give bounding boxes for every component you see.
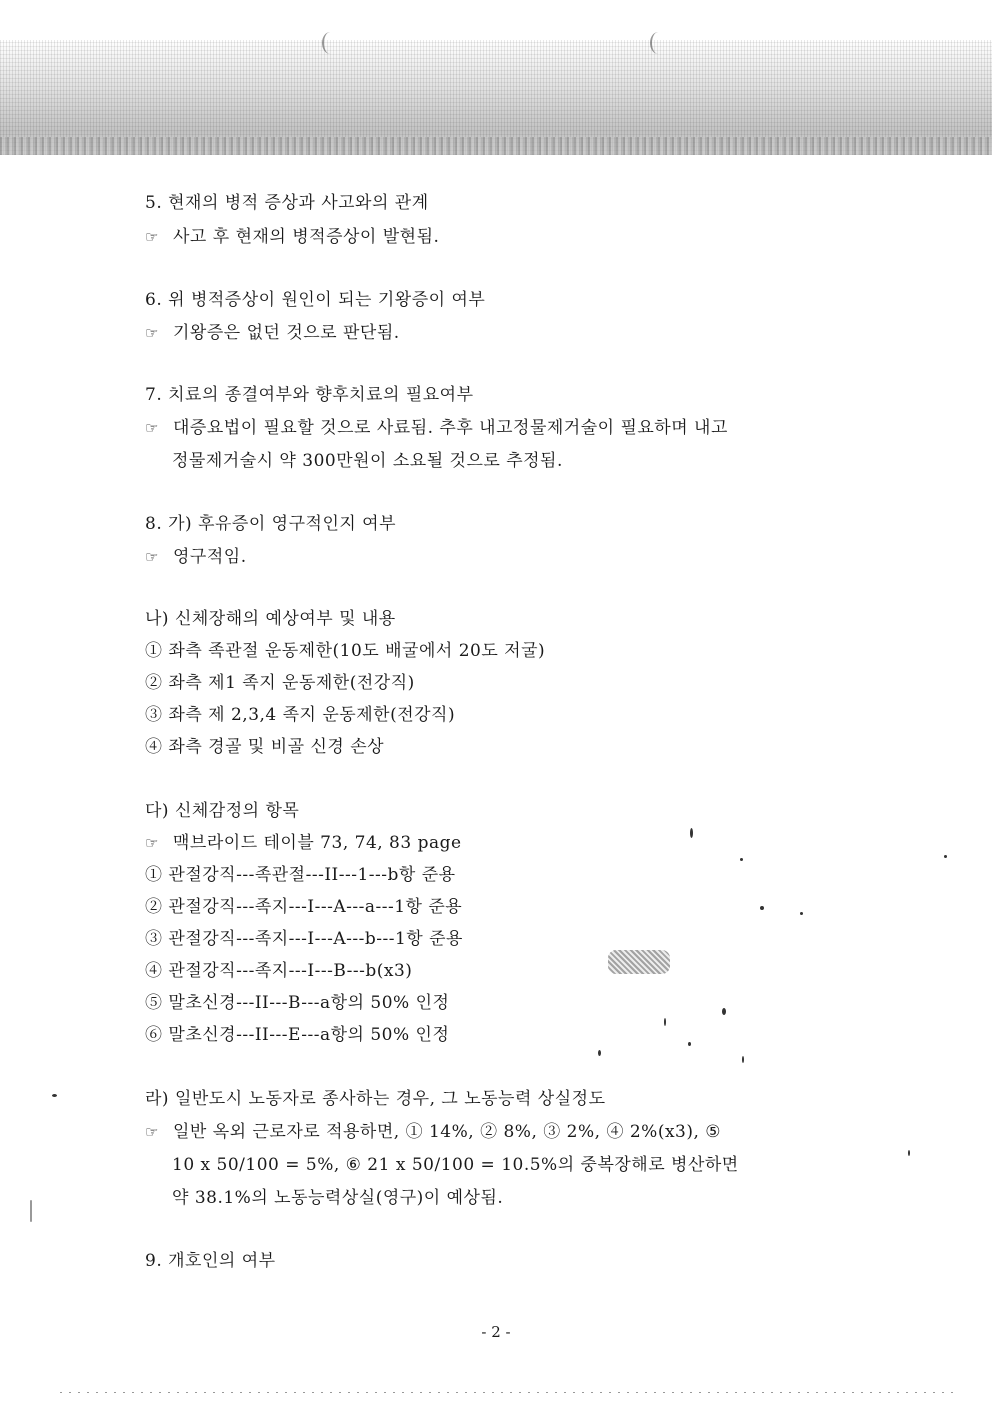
pointing-hand-icon: ☞ (145, 548, 159, 566)
scan-mark (322, 32, 338, 54)
section-8d-answer-cont: 약 38.1%의 노동능력상실(영구)이 예상됨. (172, 1188, 504, 1208)
scan-speck (598, 1050, 601, 1056)
section-8c-reference: ☞ 맥브라이드 테이블 73, 74, 83 page (145, 833, 462, 853)
section-5-heading: 5. 현재의 병적 증상과 사고와의 관계 (145, 193, 429, 213)
section-6-answer: ☞ 기왕증은 없던 것으로 판단됨. (145, 323, 400, 343)
page-number: - 2 - (481, 1323, 511, 1341)
pointing-hand-icon: ☞ (145, 834, 159, 852)
section-5-answer: ☞ 사고 후 현재의 병적증상이 발현됨. (145, 227, 440, 247)
section-8d-answer: ☞ 일반 옥외 근로자로 적용하면, ① 14%, ② 8%, ③ 2%, ④ 2%(x3), ⑤ (145, 1122, 722, 1142)
section-7-answer: ☞ 대증요법이 필요할 것으로 사료됨. 추후 내고정물제거술이 필요하며 내고 (145, 418, 728, 438)
scan-speck (800, 912, 803, 915)
list-item: ⑥ 말초신경---II---E---a항의 50% 인정 (145, 1025, 450, 1045)
list-item: ③ 관절강직---족지---I---A---b---1항 준용 (145, 929, 463, 949)
section-9-heading: 9. 개호인의 여부 (145, 1251, 276, 1271)
scan-speck (722, 1008, 726, 1015)
pointing-hand-icon: ☞ (145, 419, 159, 437)
scan-speck (690, 828, 693, 838)
list-item: ② 관절강직---족지---I---A---a---1항 준용 (145, 897, 463, 917)
scan-speck (742, 1056, 744, 1063)
scan-speck (30, 1200, 32, 1222)
list-item: ② 좌측 제1 족지 운동제한(전강직) (145, 673, 415, 693)
scan-speck (52, 1094, 57, 1097)
section-8c-heading: 다) 신체감정의 항목 (145, 801, 300, 821)
pointing-hand-icon: ☞ (145, 228, 159, 246)
section-8d-answer-cont: 10 x 50/100 = 5%, ⑥ 21 x 50/100 = 10.5%의 중복장해로 병산하면 (172, 1155, 739, 1175)
list-item: ① 관절강직---족관절---II---1---b항 준용 (145, 865, 456, 885)
pointing-hand-icon: ☞ (145, 1123, 159, 1141)
scan-speck (760, 906, 764, 910)
scan-smudge (608, 950, 670, 974)
section-8a-heading: 8. 가) 후유증이 영구적인지 여부 (145, 514, 397, 534)
section-7-answer-cont: 정물제거술시 약 300만원이 소요될 것으로 추정됨. (172, 451, 563, 471)
scan-speck (664, 1018, 666, 1026)
scan-bottom-noise (60, 1392, 960, 1393)
section-8d-heading: 라) 일반도시 노동자로 종사하는 경우, 그 노동능력 상실정도 (145, 1089, 606, 1109)
section-8a-answer: ☞ 영구적임. (145, 547, 247, 567)
scan-speck (740, 858, 743, 861)
list-item: ③ 좌측 제 2,3,4 족지 운동제한(전강직) (145, 705, 456, 725)
scan-mark (650, 32, 666, 54)
list-item: ④ 관절강직---족지---I---B---b(x3) (145, 961, 413, 981)
scan-speck (944, 855, 947, 858)
scan-noise-header (0, 40, 992, 155)
section-6-heading: 6. 위 병적증상이 원인이 되는 기왕증이 여부 (145, 290, 486, 310)
section-7-heading: 7. 치료의 종결여부와 향후치료의 필요여부 (145, 385, 474, 405)
list-item: ⑤ 말초신경---II---B---a항의 50% 인정 (145, 993, 450, 1013)
list-item: ④ 좌측 경골 및 비골 신경 손상 (145, 737, 385, 757)
pointing-hand-icon: ☞ (145, 324, 159, 342)
list-item: ① 좌측 족관절 운동제한(10도 배굴에서 20도 저굴) (145, 641, 546, 661)
section-8b-heading: 나) 신체장해의 예상여부 및 내용 (145, 609, 396, 629)
scan-speck (688, 1042, 691, 1046)
scan-speck (908, 1150, 910, 1156)
